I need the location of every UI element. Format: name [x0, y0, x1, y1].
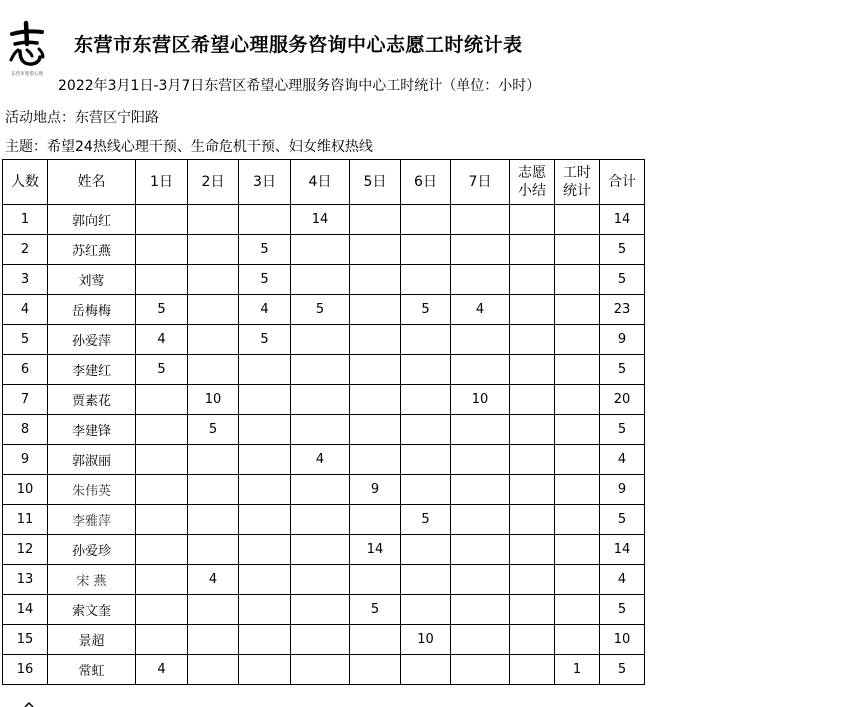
cell-d4	[291, 385, 350, 415]
cell-d6	[401, 265, 451, 295]
cell-name: 孙爱珍	[48, 535, 136, 565]
cell-no: 15	[3, 625, 48, 655]
cell-d2	[188, 295, 239, 325]
cell-name: 岳梅梅	[48, 295, 136, 325]
cell-d3: 4	[239, 295, 291, 325]
cell-summary	[510, 325, 555, 355]
header-line: 志愿	[518, 165, 546, 181]
cell-total: 5	[600, 595, 645, 625]
header-cell: 人数	[3, 160, 48, 205]
cell-no: 7	[3, 385, 48, 415]
cell-d5	[350, 205, 401, 235]
cell-d3	[239, 535, 291, 565]
header-line: 统计	[563, 183, 591, 199]
header-cell-hour-stats	[555, 160, 600, 205]
cell-summary	[510, 595, 555, 625]
header-line: 工时	[563, 165, 591, 181]
cell-d4	[291, 235, 350, 265]
cell-d2: 5	[188, 415, 239, 445]
cell-d7: 4	[451, 295, 510, 325]
cell-d4	[291, 475, 350, 505]
cell-summary	[510, 415, 555, 445]
cell-d7: 10	[451, 385, 510, 415]
cell-name: 宋 燕	[48, 565, 136, 595]
table-header-row	[3, 160, 645, 205]
cell-summary	[510, 535, 555, 565]
cell-d5	[350, 385, 401, 415]
cell-d1	[136, 505, 188, 535]
header-cell: 7日	[451, 160, 510, 205]
cell-hours	[555, 505, 600, 535]
cell-d4: 14	[291, 205, 350, 235]
cell-total: 14	[600, 535, 645, 565]
cell-name: 朱伟英	[48, 475, 136, 505]
cell-d7	[451, 475, 510, 505]
cell-summary	[510, 445, 555, 475]
cell-d6: 5	[401, 295, 451, 325]
cell-d5	[350, 445, 401, 475]
cell-total: 4	[600, 445, 645, 475]
cell-hours	[555, 445, 600, 475]
cell-d5	[350, 565, 401, 595]
logo-caption: 东营市希望心理	[11, 72, 43, 77]
cell-summary	[510, 265, 555, 295]
cell-d1	[136, 415, 188, 445]
table-row	[3, 475, 645, 505]
cell-no: 14	[3, 595, 48, 625]
cell-total: 5	[600, 355, 645, 385]
cell-d4	[291, 355, 350, 385]
cell-summary	[510, 295, 555, 325]
cell-d4: 5	[291, 295, 350, 325]
cell-hours	[555, 625, 600, 655]
cell-no: 6	[3, 355, 48, 385]
cell-d6	[401, 235, 451, 265]
cell-d5: 14	[350, 535, 401, 565]
cell-d3	[239, 505, 291, 535]
cell-summary	[510, 475, 555, 505]
table-row	[3, 565, 645, 595]
cell-total: 9	[600, 475, 645, 505]
cell-d1	[136, 445, 188, 475]
cell-d5: 5	[350, 595, 401, 625]
cell-summary	[510, 205, 555, 235]
cell-hours	[555, 475, 600, 505]
cell-d1: 4	[136, 325, 188, 355]
cell-name: 李建红	[48, 355, 136, 385]
cell-d7	[451, 205, 510, 235]
cell-d5	[350, 295, 401, 325]
page-subtitle: 2022年3月1日-3月7日东营区希望心理服务咨询中心工时统计（单位：小时）	[58, 78, 541, 94]
cell-no: 10	[3, 475, 48, 505]
cell-d5	[350, 355, 401, 385]
cell-name: 景超	[48, 625, 136, 655]
cell-summary	[510, 655, 555, 685]
cell-d3	[239, 415, 291, 445]
cell-d7	[451, 505, 510, 535]
cell-d3	[239, 565, 291, 595]
cell-d6	[401, 205, 451, 235]
cell-d7	[451, 625, 510, 655]
cell-d3	[239, 445, 291, 475]
cell-d7	[451, 265, 510, 295]
cell-hours	[555, 205, 600, 235]
table-row	[3, 295, 645, 325]
cell-d6	[401, 655, 451, 685]
cell-no: 11	[3, 505, 48, 535]
cell-d3	[239, 655, 291, 685]
cell-hours	[555, 595, 600, 625]
cell-no: 16	[3, 655, 48, 685]
cell-d4	[291, 625, 350, 655]
cell-d2	[188, 655, 239, 685]
cell-name: 郭淑丽	[48, 445, 136, 475]
cell-summary	[510, 355, 555, 385]
cell-no: 8	[3, 415, 48, 445]
header-cell: 4日	[291, 160, 350, 205]
cell-d2	[188, 475, 239, 505]
cell-d3	[239, 595, 291, 625]
header-cell: 1日	[136, 160, 188, 205]
table-row	[3, 505, 645, 535]
cell-no: 9	[3, 445, 48, 475]
cell-d2	[188, 355, 239, 385]
header-line: 小结	[518, 183, 546, 199]
cell-name: 李雅萍	[48, 505, 136, 535]
cell-total: 5	[600, 505, 645, 535]
header-cell: 5日	[350, 160, 401, 205]
cell-hours	[555, 355, 600, 385]
table-row	[3, 655, 645, 685]
cell-summary	[510, 385, 555, 415]
header-cell: 姓名	[48, 160, 136, 205]
cell-summary	[510, 505, 555, 535]
cell-d3	[239, 625, 291, 655]
cell-d6	[401, 415, 451, 445]
cell-name: 刘莺	[48, 265, 136, 295]
cell-d2	[188, 205, 239, 235]
table-row	[3, 205, 645, 235]
cell-d4: 4	[291, 445, 350, 475]
header-cell: 合计	[600, 160, 645, 205]
bottom-edge-mark	[24, 700, 34, 707]
cell-total: 10	[600, 625, 645, 655]
cell-total: 5	[600, 235, 645, 265]
cell-d6	[401, 325, 451, 355]
cell-d3: 5	[239, 325, 291, 355]
cell-d2: 4	[188, 565, 239, 595]
cell-no: 4	[3, 295, 48, 325]
cell-d2	[188, 535, 239, 565]
table-body	[3, 205, 645, 685]
cell-d2	[188, 595, 239, 625]
cell-d5	[350, 235, 401, 265]
cell-d2	[188, 265, 239, 295]
cell-d2	[188, 325, 239, 355]
table-row	[3, 235, 645, 265]
cell-d5	[350, 415, 401, 445]
cell-d7	[451, 415, 510, 445]
cell-hours	[555, 265, 600, 295]
cell-d3	[239, 355, 291, 385]
cell-name: 孙爱萍	[48, 325, 136, 355]
cell-d6: 10	[401, 625, 451, 655]
cell-hours	[555, 535, 600, 565]
cell-d6	[401, 445, 451, 475]
cell-no: 5	[3, 325, 48, 355]
cell-total: 14	[600, 205, 645, 235]
cell-d5	[350, 505, 401, 535]
header-cell-volunteer-summary	[510, 160, 555, 205]
cell-d4	[291, 415, 350, 445]
cell-d1: 5	[136, 355, 188, 385]
cell-name: 郭向红	[48, 205, 136, 235]
cell-d5	[350, 625, 401, 655]
cell-total: 5	[600, 655, 645, 685]
cell-d7	[451, 535, 510, 565]
cell-d7	[451, 445, 510, 475]
cell-hours	[555, 565, 600, 595]
cell-d2	[188, 445, 239, 475]
cell-d6: 5	[401, 505, 451, 535]
cell-d4	[291, 535, 350, 565]
activity-topic: 主题：希望24热线心理干预、生命危机干预、妇女维权热线	[5, 139, 373, 155]
cell-d2	[188, 505, 239, 535]
cell-total: 23	[600, 295, 645, 325]
cell-d7	[451, 565, 510, 595]
cell-d5	[350, 325, 401, 355]
table-row	[3, 325, 645, 355]
cell-d7	[451, 235, 510, 265]
table-row	[3, 265, 645, 295]
header-cell: 6日	[401, 160, 451, 205]
cell-total: 20	[600, 385, 645, 415]
cell-total: 5	[600, 415, 645, 445]
cell-no: 3	[3, 265, 48, 295]
table-row	[3, 625, 645, 655]
cell-hours: 1	[555, 655, 600, 685]
cell-summary	[510, 625, 555, 655]
activity-location: 活动地点：东营区宁阳路	[5, 110, 159, 126]
cell-d4	[291, 565, 350, 595]
cell-no: 2	[3, 235, 48, 265]
cell-total: 9	[600, 325, 645, 355]
cell-summary	[510, 235, 555, 265]
cell-d3	[239, 475, 291, 505]
cell-name: 贾素花	[48, 385, 136, 415]
cell-d3	[239, 385, 291, 415]
cell-d1: 4	[136, 655, 188, 685]
cell-name: 索文奎	[48, 595, 136, 625]
table-row	[3, 595, 645, 625]
cell-total: 5	[600, 265, 645, 295]
cell-no: 13	[3, 565, 48, 595]
cell-no: 1	[3, 205, 48, 235]
hours-table	[2, 159, 645, 685]
cell-d6	[401, 355, 451, 385]
cell-d1: 5	[136, 295, 188, 325]
cell-d2: 10	[188, 385, 239, 415]
cell-hours	[555, 295, 600, 325]
cell-name: 常虹	[48, 655, 136, 685]
cell-d4	[291, 265, 350, 295]
cell-hours	[555, 415, 600, 445]
cell-d5: 9	[350, 475, 401, 505]
cell-d6	[401, 595, 451, 625]
cell-d5	[350, 265, 401, 295]
cell-d7	[451, 355, 510, 385]
cell-d1	[136, 475, 188, 505]
table-row	[3, 355, 645, 385]
cell-hours	[555, 385, 600, 415]
cell-d1	[136, 535, 188, 565]
cell-d3: 5	[239, 265, 291, 295]
cell-d1	[136, 625, 188, 655]
cell-no: 12	[3, 535, 48, 565]
cell-d7	[451, 655, 510, 685]
header-cell: 3日	[239, 160, 291, 205]
cell-total: 4	[600, 565, 645, 595]
cell-d1	[136, 205, 188, 235]
cell-hours	[555, 325, 600, 355]
cell-d5	[350, 655, 401, 685]
cell-hours	[555, 235, 600, 265]
cell-d6	[401, 385, 451, 415]
table-row	[3, 385, 645, 415]
cell-d4	[291, 325, 350, 355]
cell-summary	[510, 565, 555, 595]
table-row	[3, 535, 645, 565]
cell-name: 李建锋	[48, 415, 136, 445]
cell-d7	[451, 595, 510, 625]
cell-d3	[239, 205, 291, 235]
cell-name: 苏红燕	[48, 235, 136, 265]
cell-d1	[136, 235, 188, 265]
cell-d2	[188, 625, 239, 655]
cell-d6	[401, 475, 451, 505]
cell-d3: 5	[239, 235, 291, 265]
cell-d1	[136, 385, 188, 415]
cell-d1	[136, 595, 188, 625]
cell-d6	[401, 565, 451, 595]
header-cell: 2日	[188, 160, 239, 205]
cell-d1	[136, 265, 188, 295]
cell-d7	[451, 325, 510, 355]
cell-d1	[136, 565, 188, 595]
table-row	[3, 445, 645, 475]
page-title: 东营市东营区希望心理服务咨询中心志愿工时统计表	[74, 34, 523, 56]
table-row	[3, 415, 645, 445]
cell-d2	[188, 235, 239, 265]
cell-d6	[401, 535, 451, 565]
cell-d4	[291, 655, 350, 685]
cell-d4	[291, 505, 350, 535]
volunteer-logo-icon	[6, 20, 48, 78]
cell-d4	[291, 595, 350, 625]
